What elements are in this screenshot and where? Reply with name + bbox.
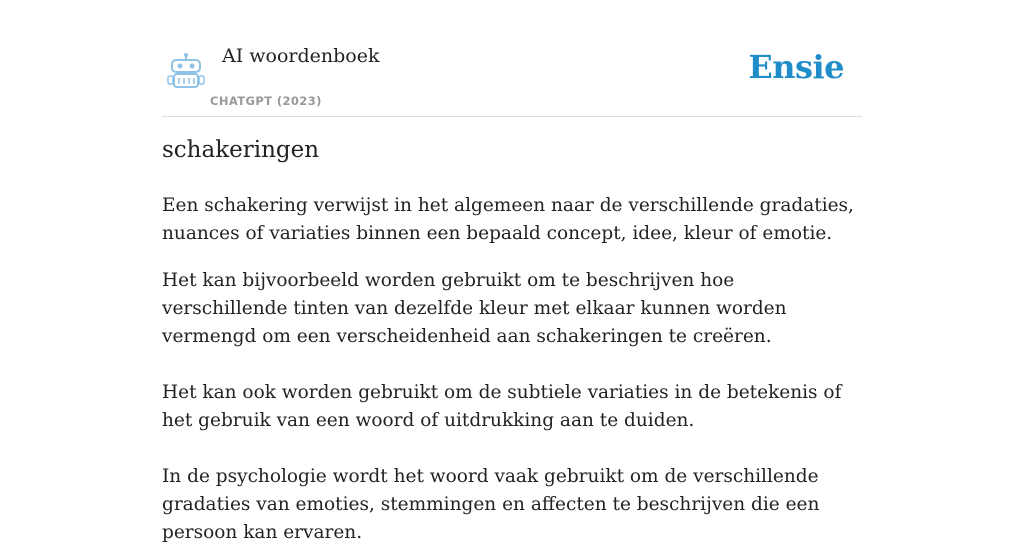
header <box>162 0 862 117</box>
definition-paragraph: Het kan bijvoorbeeld worden gebruikt om te beschrijven hoe verschillende tinten van dezelfde kleur met elkaar kunnen worden vermengd om een verscheidenheid aan schakeringen te creëren. <box>162 270 787 347</box>
entry-definition <box>162 192 862 547</box>
definition-paragraph: In de psychologie wordt het woord vaak gebruikt om de verschillende gradaties van emoties, stemmingen en affecten te beschrijven die een persoon kan ervaren. <box>162 466 820 543</box>
source-label: CHATGPT (2023) <box>210 94 322 108</box>
ensie-logo[interactable]: Ensie <box>748 48 844 86</box>
entry-word: schakeringen <box>162 137 320 163</box>
paragraph-spacer <box>162 435 862 463</box>
page <box>162 0 862 543</box>
definition-paragraph: Het kan ook worden gebruikt om de subtiele variaties in de betekenis of het gebruik van een woord of uitdrukking aan te duiden. <box>162 382 842 431</box>
dictionary-title[interactable]: AI woordenboek <box>222 45 380 67</box>
robot-icon <box>166 52 206 90</box>
definition-intro: Een schakering verwijst in het algemeen naar de verschillende gradaties, nuances of variaties binnen een bepaald concept, idee, kleur of emotie. <box>162 195 854 244</box>
paragraph-spacer <box>162 351 862 379</box>
